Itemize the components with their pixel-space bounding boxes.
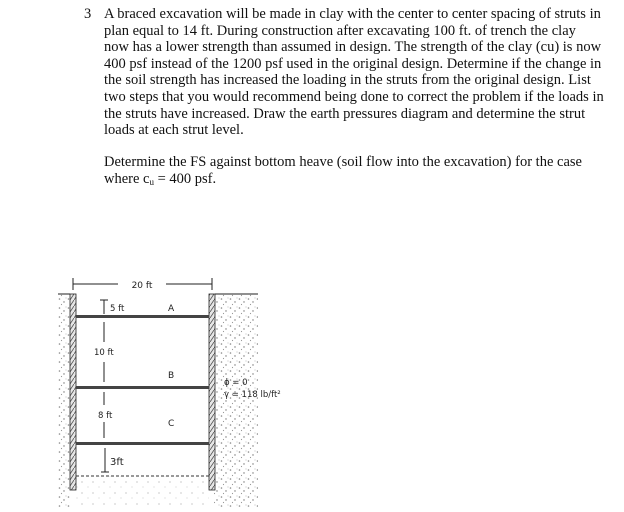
braced-excavation-figure [58,270,298,510]
sheet-pile-right [209,294,215,490]
paragraph-2-text: Determine the FS against bottom heave (soil flow into the excavation) for the case where c [104,154,582,187]
gamma-label: γ = 118 lb/ft² [224,390,281,400]
strut-b-label: B [168,371,175,381]
dim-10ft-label: 10 ft [94,348,114,358]
strut-c-label: C [168,419,175,429]
paragraph-2-end: = 400 psf. [153,170,217,187]
dim-8ft-label: 8 ft [98,411,113,421]
strut-b [76,386,209,389]
question-paragraph-1: A braced excavation will be made in clay with the center to center spacing of struts in plan equal to 14 ft. During construction after excavating 100 ft. of trench the clay now has a lower strength than assumed in design. The strength of the clay (cu) is now 400 psf instead of the 1200 psf used in the original design. Determine if the change in the soil strength has increased the loading in the struts from the original design. List two steps that you would recommend being done to correct the problem if the loads in the struts have increased. Draw the earth pressures diagram and determine the strut loads at each strut level. [104,6,604,139]
soil-left [58,294,70,508]
strut-a [76,315,209,318]
question-number: 3 [84,6,92,22]
width-label: 20 ft [131,281,153,291]
dim-5ft-label: 5 ft [110,304,125,314]
strut-c [76,442,209,445]
cu-subscript: u [149,176,154,187]
soil-right [214,294,258,508]
phi-label: ϕ = 0 [224,378,248,388]
soil-inside-base [76,476,209,508]
dim-3ft-label: 3ft [110,457,124,468]
strut-a-label: A [168,304,175,314]
question-paragraph-2 [104,154,604,190]
sheet-pile-left [70,294,76,490]
